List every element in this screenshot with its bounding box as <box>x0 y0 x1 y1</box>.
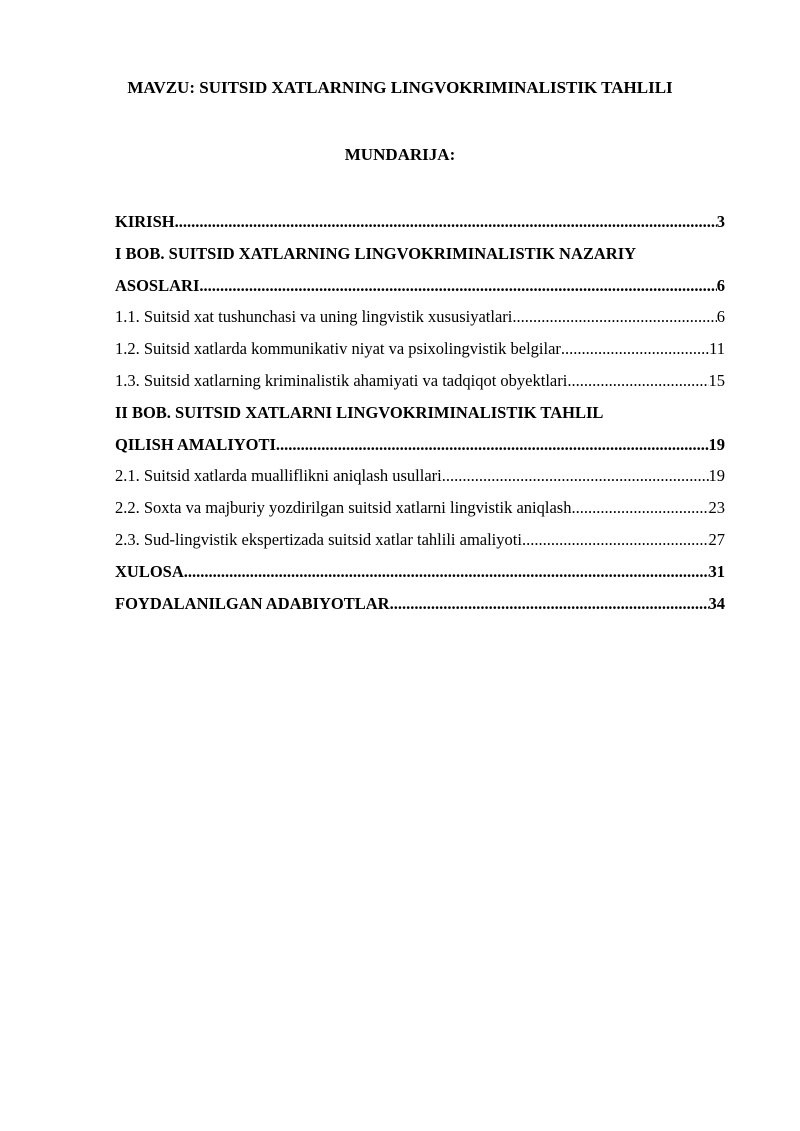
topic-title: MAVZU: SUITSID XATLARNING LINGVOKRIMINALISTIK TAHLILI <box>127 78 673 97</box>
toc-entry-page: 19 <box>708 466 725 486</box>
toc-leader-dots <box>276 429 709 461</box>
toc-leader-dots <box>512 301 716 333</box>
toc-entry-section-1-3 <box>115 365 725 397</box>
toc-entry-page: 3 <box>716 212 725 231</box>
toc-leader-dots <box>522 524 709 556</box>
toc-leader-dots <box>442 460 709 492</box>
toc-entry-page: 6 <box>716 307 725 327</box>
toc-leader-dots <box>567 365 708 397</box>
toc-entry-conclusion <box>115 556 725 588</box>
toc-entry-page: 23 <box>708 498 725 518</box>
toc-entry-intro <box>115 206 725 238</box>
toc-entry-label: KIRISH <box>115 212 175 231</box>
toc-entry-section-1-2 <box>115 333 725 365</box>
toc-entry-page: 15 <box>708 370 725 390</box>
toc-entry-label: II BOB. SUITSID XATLARNI LINGVOKRIMINALISTIK TAHLIL <box>115 402 604 422</box>
toc-entry-label: QILISH AMALIYOTI <box>115 434 276 454</box>
toc-entry-label: FOYDALANILGAN ADABIYOTLAR <box>115 593 390 613</box>
toc-entry-label: 1.2. Suitsid xatlarda kommunikativ niyat va psixolingvistik belgilar <box>115 339 561 359</box>
toc-leader-dots <box>175 206 717 238</box>
toc-entry-label: ASOSLARI <box>115 275 200 295</box>
toc-entry-section-2-2 <box>115 492 725 524</box>
toc-entry-label: 1.1. Suitsid xat tushunchasi va uning lingvistik xususiyatlari <box>115 307 513 327</box>
toc-entry-page: 27 <box>708 529 725 549</box>
toc-entry-page: 6 <box>716 275 725 295</box>
toc-leader-dots <box>199 270 716 302</box>
toc-entry-label: 2.3. Sud-lingvistik ekspertizada suitsid xatlar tahlili amaliyoti <box>115 529 522 549</box>
toc-leader-dots <box>571 492 708 524</box>
toc-entry-section-1-1 <box>115 301 725 333</box>
toc-entry-chapter2-line2 <box>115 429 725 461</box>
toc-entry-references <box>115 588 725 620</box>
toc-entry-label: I BOB. SUITSID XATLARNING LINGVOKRIMINALISTIK NAZARIY <box>115 243 637 263</box>
toc-entry-label: XULOSA <box>115 561 184 581</box>
toc-entry-label: 2.1. Suitsid xatlarda mualliflikni aniqlash usullari <box>115 466 442 486</box>
toc-leader-dots <box>184 556 709 588</box>
contents-heading: MUNDARIJA: <box>344 145 456 164</box>
toc-entry-chapter2-line1 <box>115 397 725 429</box>
toc-entry-chapter1-line1 <box>115 238 725 270</box>
table-of-contents <box>115 206 725 619</box>
toc-entry-page: 19 <box>708 434 725 454</box>
toc-entry-page: 31 <box>708 561 725 581</box>
toc-leader-dots <box>390 588 709 620</box>
toc-entry-label: 2.2. Soxta va majburiy yozdirilgan suitsid xatlarni lingvistik aniqlash <box>115 498 572 518</box>
toc-entry-page: 34 <box>708 593 725 613</box>
toc-entry-page: 11 <box>709 339 725 359</box>
toc-entry-section-2-1 <box>115 460 725 492</box>
toc-entry-section-2-3 <box>115 524 725 556</box>
toc-leader-dots <box>561 333 709 365</box>
toc-entry-chapter1-line2 <box>115 270 725 302</box>
toc-entry-label: 1.3. Suitsid xatlarning kriminalistik ahamiyati va tadqiqot obyektlari <box>115 370 568 390</box>
